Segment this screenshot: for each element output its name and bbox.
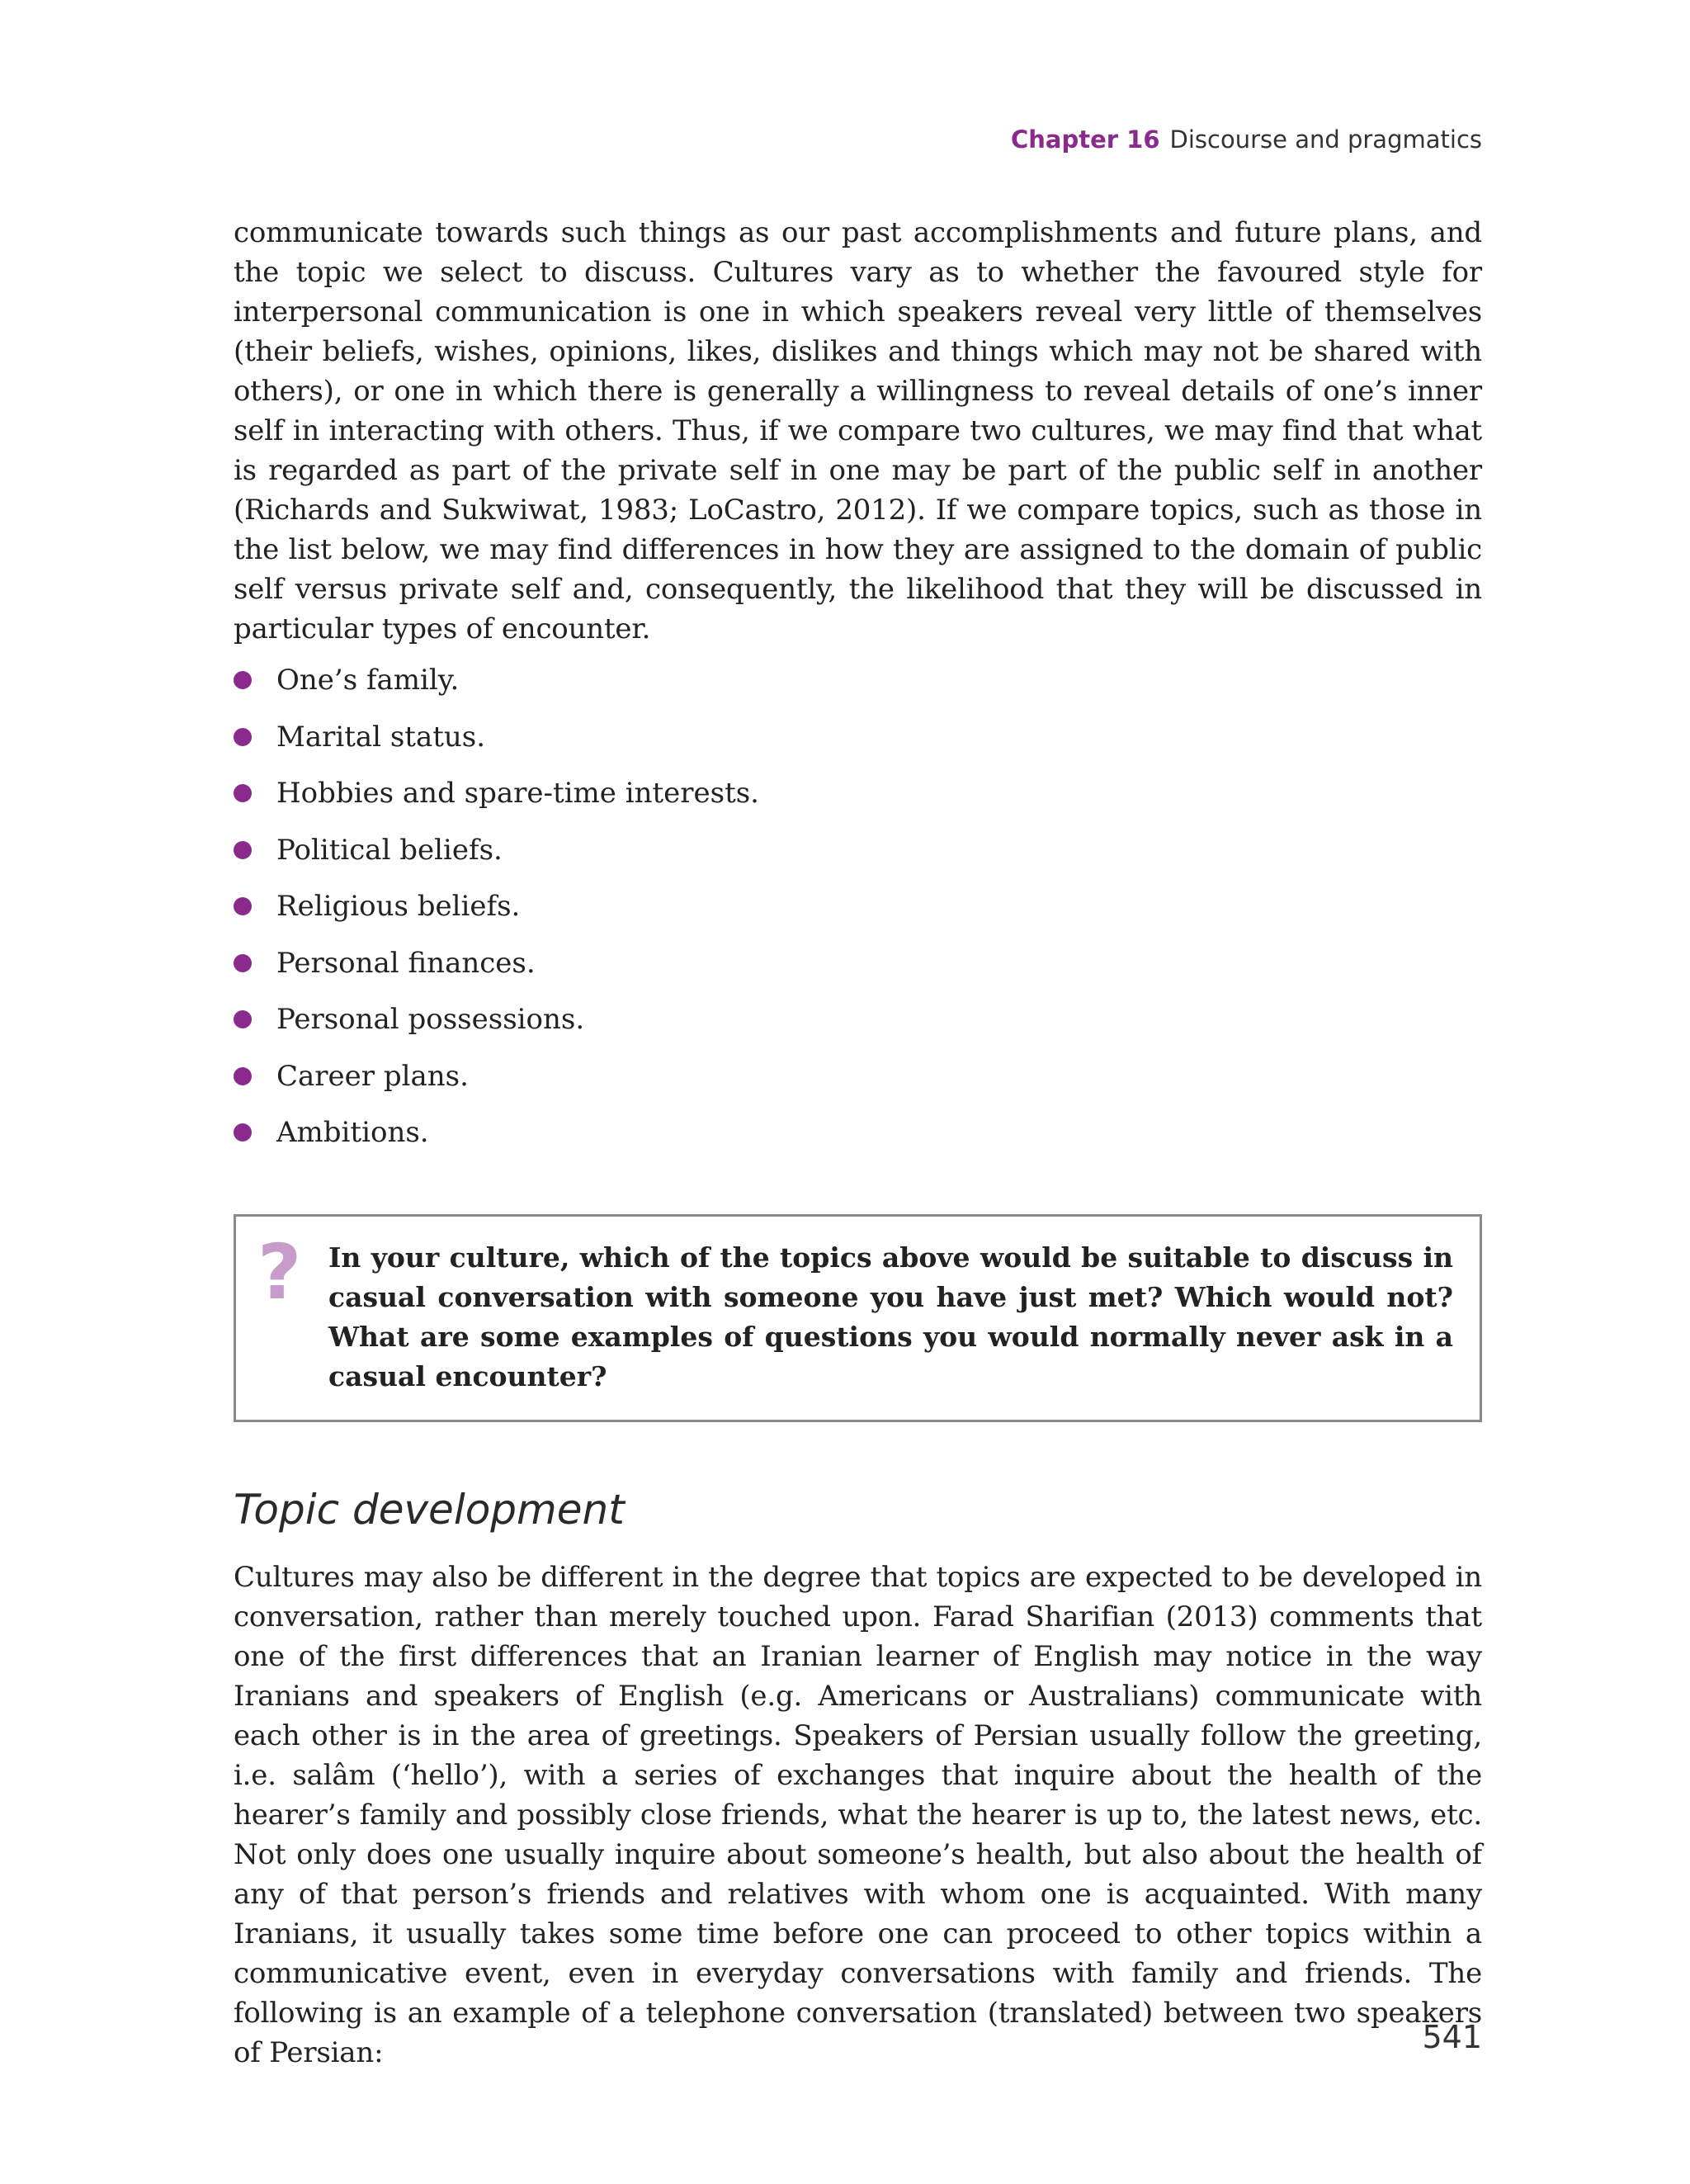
- question-text: In your culture, which of the topics above would be suitable to discuss in casual conversation with someone you have just met? Which would not? What are some examples of questions you would normally never ask in a casual encounter?: [328, 1241, 1453, 1392]
- bullet-icon: [234, 954, 252, 972]
- bullet-icon: [234, 1067, 252, 1085]
- list-item: [234, 830, 1482, 887]
- chapter-title: Discourse and pragmatics: [1169, 125, 1482, 154]
- list-item-text: Marital status.: [276, 720, 486, 754]
- running-header: [1011, 125, 1482, 154]
- bullet-icon: [234, 897, 252, 915]
- list-item: [234, 886, 1482, 943]
- list-item: [234, 773, 1482, 830]
- list-item-text: Personal possessions.: [276, 1003, 585, 1036]
- list-item-text: Personal finances.: [276, 946, 536, 980]
- intro-paragraph: communicate towards such things as our past accomplishments and future plans, and the topic we select to discuss. Cultures vary as to whether the favoured style for interpersonal communication is one in which speakers reveal very little of themselves (their beliefs, wishes, opinions, likes, dislikes and things which may not be shared with others), or one in which there is generally a willingness to reveal details of one’s inner self in interacting with others. Thus, if we compare two cultures, we may find that what is regarded as part of the private self in one may be part of the public self in another (Richards and Sukwiwat, 1983; LoCastro, 2012). If we compare topics, such as those in the list below, we may find differences in how they are assigned to the domain of public self versus private self and, consequently, the likelihood that they will be discussed in particular types of encounter.: [234, 216, 1482, 645]
- topic-list: [234, 660, 1482, 1170]
- list-item-text: Religious beliefs.: [276, 890, 521, 923]
- page-number: 541: [1422, 2019, 1482, 2055]
- question-mark-icon: ?: [257, 1227, 302, 1317]
- list-item-text: One’s family.: [276, 664, 460, 697]
- bullet-icon: [234, 671, 252, 689]
- list-item: [234, 1000, 1482, 1057]
- list-item: [234, 943, 1482, 1000]
- section-heading: Topic development: [234, 1485, 625, 1534]
- list-item: [234, 660, 1482, 717]
- bullet-icon: [234, 1010, 252, 1028]
- section-paragraph: Cultures may also be different in the degree that topics are expected to be developed in conversation, rather than merely touched upon. Farad Sharifian (2013) comments that one of the first differences that an Iranian learner of English may notice in the way Iranians and speakers of English (e.g. Americans or Australians) communicate with each other is in the area of greetings. Speakers of Persian usually follow the greeting, i.e. salâm (‘hello’), with a series of exchanges that inquire about the health of the hearer’s family and possibly close friends, what the hearer is up to, the latest news, etc. Not only does one usually inquire about someone’s health, but also about the health of any of that person’s friends and relatives with whom one is acquainted. With many Iranians, it usually takes some time before one can proceed to other topics within a communicative event, even in everyday conversations with family and friends. The following is an example of a telephone conversation (translated) between two speakers of Persian:: [234, 1560, 1482, 2069]
- list-item-text: Hobbies and spare-time interests.: [276, 777, 759, 810]
- bullet-icon: [234, 784, 252, 802]
- list-item-text: Political beliefs.: [276, 833, 503, 867]
- bullet-icon: [234, 841, 252, 859]
- list-item: [234, 1113, 1482, 1170]
- list-item: [234, 1057, 1482, 1113]
- chapter-label: Chapter 16: [1011, 125, 1160, 154]
- bullet-icon: [234, 1123, 252, 1142]
- list-item: [234, 717, 1482, 774]
- list-item-text: Ambitions.: [276, 1116, 429, 1149]
- list-item-text: Career plans.: [276, 1059, 469, 1093]
- main-content: [234, 213, 1482, 2073]
- bullet-icon: [234, 728, 252, 746]
- question-box: [234, 1214, 1482, 1422]
